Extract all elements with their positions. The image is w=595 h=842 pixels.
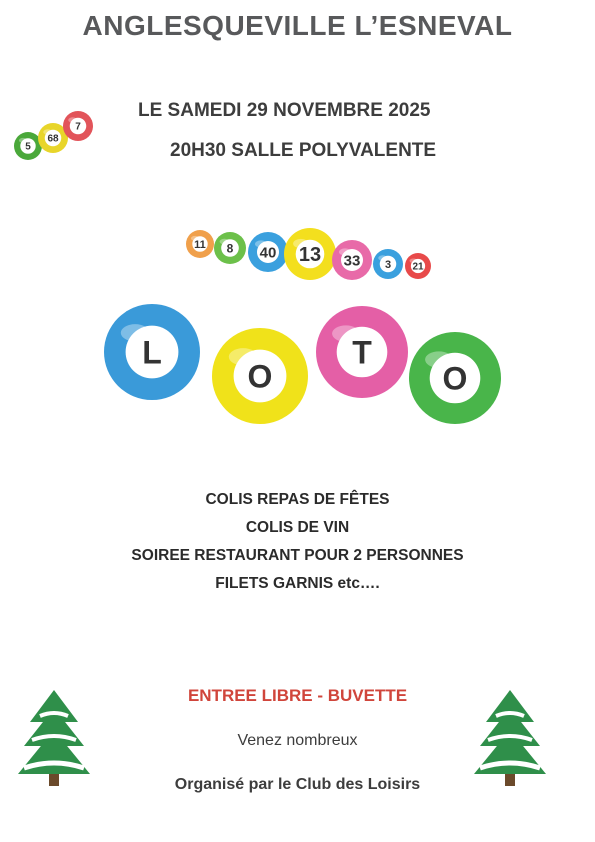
loto-ball-label: T (352, 334, 372, 371)
loto-ball-label: O (247, 358, 273, 395)
small-lottery-balls-icon (8, 108, 108, 178)
welcome-text: Venez nombreux (237, 732, 358, 749)
prize-list (0, 486, 595, 598)
event-date: LE SAMEDI 29 NOVEMBRE 2025 (138, 100, 431, 121)
prize-item: COLIS DE VIN (245, 519, 350, 536)
small-ball-label: 7 (75, 121, 81, 133)
entry-notice: ENTREE LIBRE - BUVETTE (187, 686, 408, 705)
prize-item: SOIREE RESTAURANT POUR 2 PERSONNES (131, 547, 464, 564)
number-ball (186, 230, 214, 258)
number-ball (373, 249, 403, 279)
number-ball-label: 3 (384, 258, 392, 271)
number-ball (284, 228, 336, 280)
small-ball-label: 68 (47, 133, 59, 145)
number-ball (405, 253, 431, 279)
loto-ball-letters (100, 300, 510, 430)
event-time-place: 20H30 SALLE POLYVALENTE (170, 140, 437, 161)
organizer-text: Organisé par le Club des Loisirs (174, 776, 421, 793)
number-ball (248, 232, 288, 272)
town-title: ANGLESQUEVILLE L’ESNEVAL (82, 10, 513, 41)
loto-ball (316, 306, 408, 398)
numbered-balls-row (180, 222, 440, 292)
number-ball-label: 21 (412, 261, 424, 273)
number-ball-label: 8 (226, 241, 234, 256)
loto-ball (409, 332, 501, 424)
loto-ball-label: L (142, 334, 162, 371)
loto-ball (104, 304, 200, 400)
small-ball-label: 5 (25, 141, 31, 153)
prize-item: FILETS GARNIS etc…. (215, 575, 380, 592)
small-ball (63, 111, 93, 141)
number-ball-label: 11 (194, 238, 206, 251)
prize-item: COLIS REPAS DE FÊTES (205, 491, 390, 508)
small-ball (14, 132, 42, 160)
number-ball-label: 40 (259, 244, 277, 262)
loto-ball-label: O (442, 360, 468, 397)
number-ball-label: 13 (298, 244, 322, 267)
number-ball (332, 240, 372, 280)
number-ball-label: 33 (343, 252, 361, 270)
number-ball (214, 232, 246, 264)
loto-ball (212, 328, 308, 424)
